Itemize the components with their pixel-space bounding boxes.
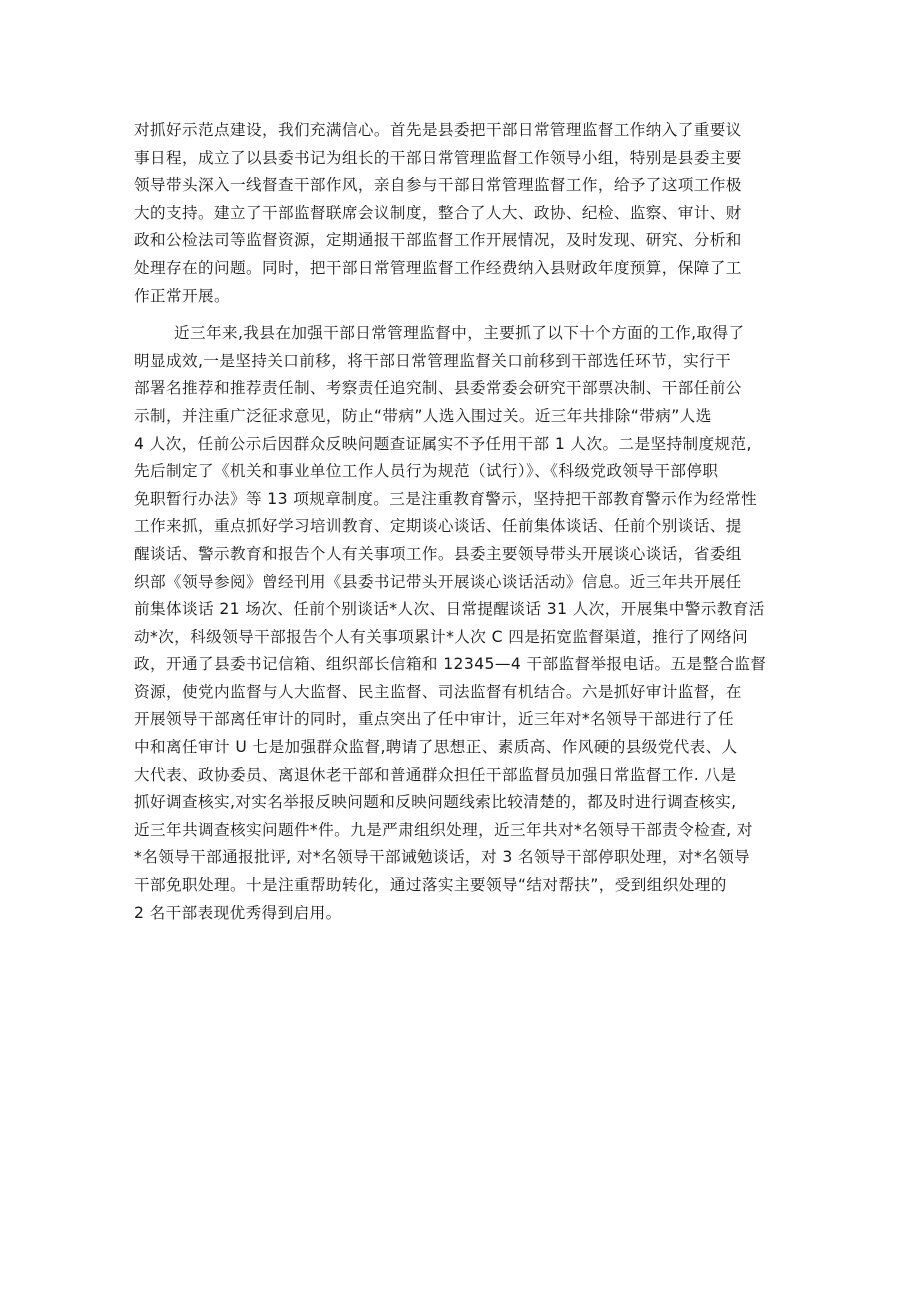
paragraph-line: 动*次，科级领导干部报告个人有关事项累计*人次 C 四是拓宽监督渠道，推行了网络问 [134, 627, 749, 646]
paragraph-line: 醒谈话、警示教育和报告个人有关事项工作。县委主要领导带头开展谈心谈话，省委组 [134, 544, 742, 563]
paragraph-line: 2 名干部表现优秀得到启用。 [134, 903, 342, 922]
paragraph-line: 处理存在的问题。同时，把干部日常管理监督工作经费纳入县财政年度预算，保障了工 [134, 258, 742, 277]
paragraph-line: 大的支持。建立了干部监督联席会议制度，整合了人大、政协、纪检、监察、审计、财 [134, 203, 742, 222]
paragraph-line: 中和离任审计 U 七是加强群众监督,聘请了思想正、素质高、作风硬的县级党代表、人 [134, 738, 738, 757]
paragraph-line: 开展领导干部离任审计的同时，重点突出了任中审计，近三年对*名领导干部进行了任 [134, 710, 734, 729]
paragraph-line: 事日程，成立了以县委书记为组长的干部日常管理监督工作领导小组，特别是县委主要 [134, 148, 742, 167]
paragraph-line: 政，开通了县委书记信箱、组织部长信箱和 12345—4 干部监督举报电话。五是整合监督 [134, 655, 767, 674]
paragraph-line: 部署名推荐和推荐责任制、考察责任追究制、县委常委会研究干部票决制、干部任前公 [134, 379, 742, 398]
paragraph-line: 对抓好示范点建设，我们充满信心。首先是县委把干部日常管理监督工作纳入了重要议 [134, 121, 742, 139]
paragraph-line: 资源，使党内监督与人大监督、民主监督、司法监督有机结合。六是抓好审计监督，在 [134, 682, 742, 701]
paragraph-line: 作正常开展。 [134, 286, 230, 305]
paragraph-line: 工作来抓，重点抓好学习培训教育、定期谈心谈话、任前集体谈话、任前个别谈话、提 [134, 517, 742, 536]
paragraph-line: 示制，并注重广泛征求意见，防止“带病”人选入围过关。近三年共排除“带病”人选 [134, 406, 712, 425]
paragraph-line: 明显成效,一是坚持关口前移，将干部日常管理监督关口前移到干部选任环节，实行干 [134, 351, 732, 370]
paragraph-spacer [134, 310, 798, 320]
paragraph-line: 近三年共调查核实问题件*件。九是严肃组织处理，近三年共对*名领导干部责令检查, 对 [134, 820, 753, 839]
paragraph-line: 织部《领导参阅》曾经刊用《县委书记带头开展谈心谈话活动》信息。近三年共开展任 [134, 572, 742, 591]
paragraph-line: 前集体谈话 21 场次、任前个别谈话*人次、日常提醒谈话 31 人次，开展集中警示教育活 [134, 600, 765, 619]
paragraph-line: 干部免职处理。十是注重帮助转化，通过落实主要领导“结对帮扶”，受到组织处理的 [134, 876, 727, 895]
paragraph-line: 大代表、政协委员、离退休老干部和普通群众担任干部监督员加强日常监督工作. 八是 [134, 765, 737, 784]
paragraph-line: *名领导干部通报批评, 对*名领导干部诫勉谈话，对 3 名领导干部停职处理，对*名领导 [134, 848, 751, 867]
paragraph-line: 先后制定了《机关和事业单位工作人员行为规范（试行）》、《科级党政领导干部停职 [134, 462, 719, 481]
paragraph-line: 抓好调查核实,对实名举报反映问题和反映问题线索比较清楚的，都及时进行调查核实, [134, 793, 737, 812]
paragraph-line: 近三年来,我县在加强干部日常管理监督中，主要抓了以下十个方面的工作,取得了 [174, 324, 745, 343]
document-body [134, 117, 798, 927]
paragraph-line: 领导带头深入一线督查干部作风，亲自参与干部日常管理监督工作，给予了这项工作极 [134, 176, 742, 195]
paragraph-line: 免职暂行办法》等 13 项规章制度。三是注重教育警示，坚持把干部教育警示作为经常性 [134, 489, 758, 508]
paragraph-1 [134, 117, 798, 310]
paragraph-2 [134, 320, 798, 927]
paragraph-line: 4 人次，任前公示后因群众反映问题查证属实不予任用干部 1 人次。二是坚持制度规范, [134, 434, 752, 453]
paragraph-line: 政和公检法司等监督资源，定期通报干部监督工作开展情况，及时发现、研究、分析和 [134, 231, 742, 250]
